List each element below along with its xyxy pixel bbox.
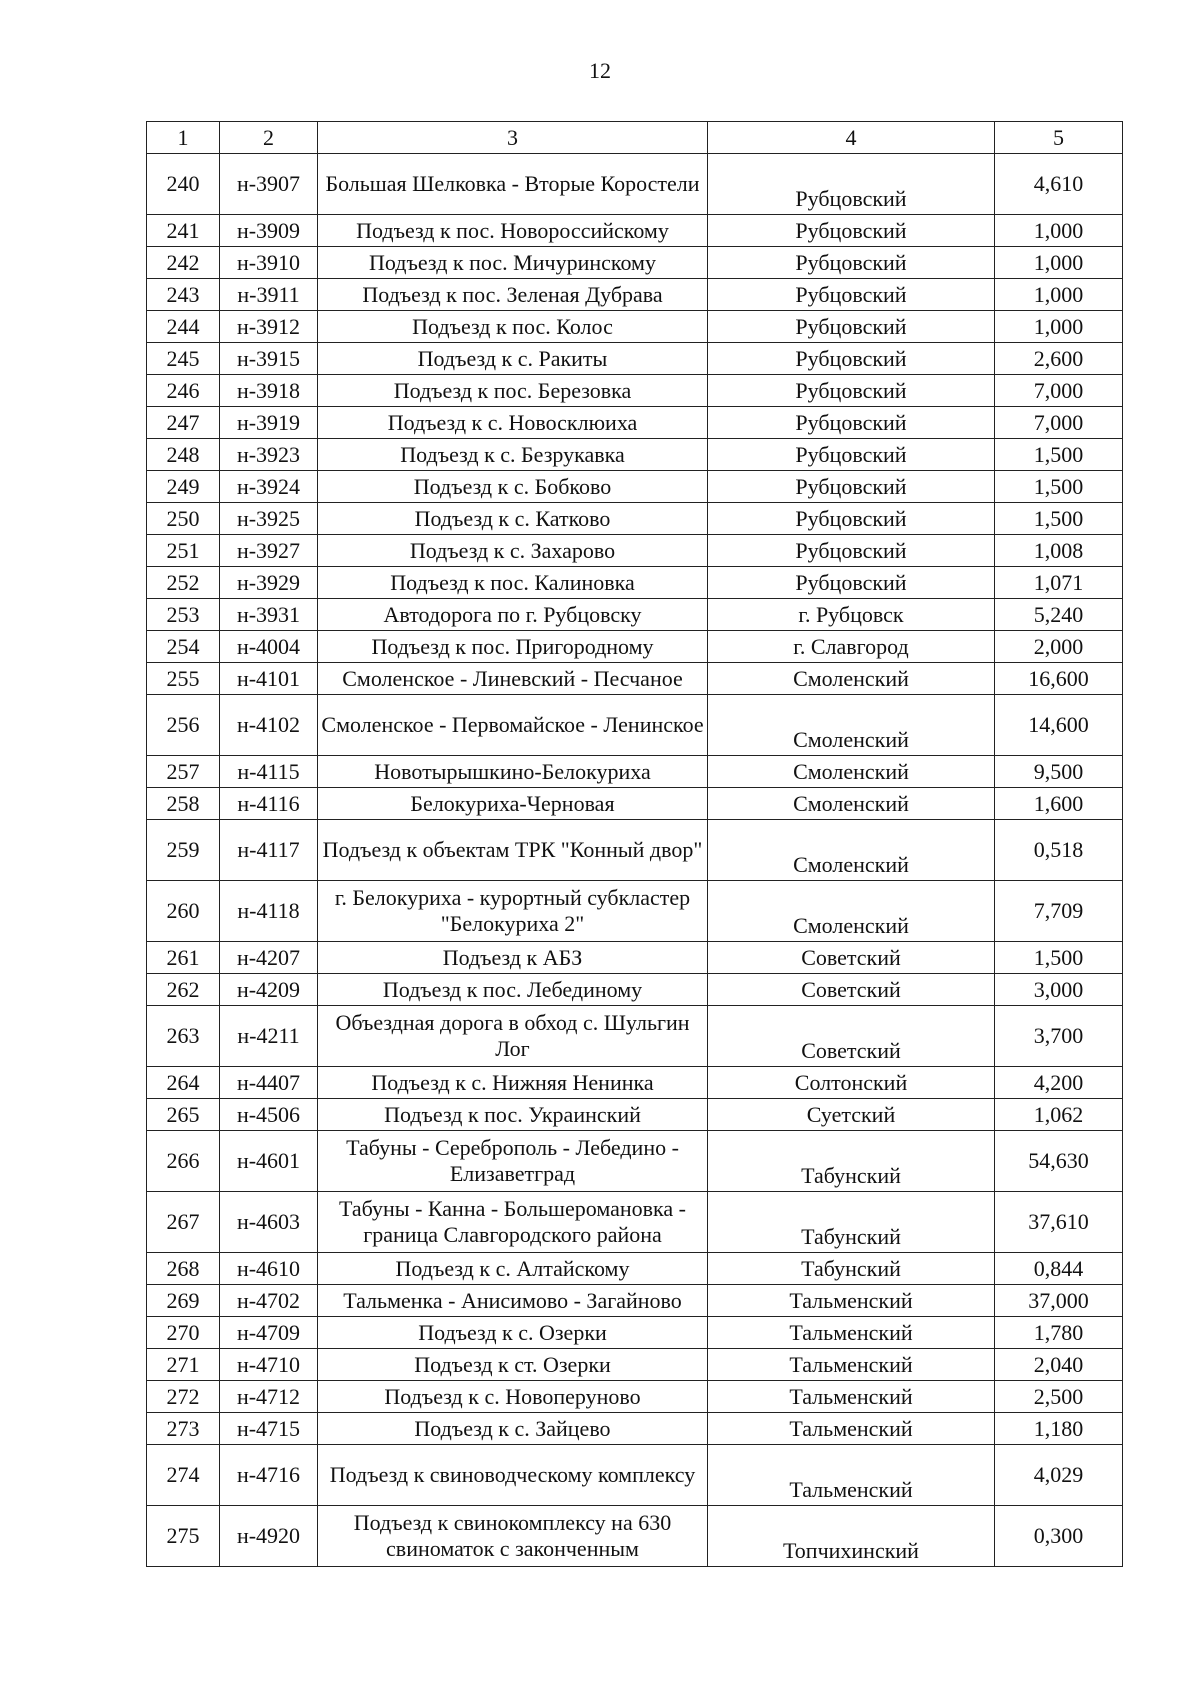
row-number-cell: 244 bbox=[147, 311, 220, 343]
row-number-cell: 266 bbox=[147, 1131, 220, 1192]
row-number-cell: 275 bbox=[147, 1506, 220, 1567]
row-number-cell: 265 bbox=[147, 1099, 220, 1131]
road-name-cell: Подъезд к с. Алтайскому bbox=[318, 1253, 708, 1285]
row-number-cell: 242 bbox=[147, 247, 220, 279]
table-row bbox=[147, 756, 1123, 788]
row-number-cell: 240 bbox=[147, 154, 220, 215]
road-code-cell: н-4603 bbox=[220, 1192, 318, 1253]
row-number-cell: 249 bbox=[147, 471, 220, 503]
length-cell: 3,000 bbox=[995, 974, 1123, 1006]
road-code-cell: н-4211 bbox=[220, 1006, 318, 1067]
road-name-cell: Табуны - Сереброполь - Лебедино - Елизаветград bbox=[318, 1131, 708, 1192]
road-code-cell: н-4207 bbox=[220, 942, 318, 974]
length-cell: 7,000 bbox=[995, 407, 1123, 439]
road-name-cell: Подъезд к с. Новосклюиха bbox=[318, 407, 708, 439]
row-number-cell: 272 bbox=[147, 1381, 220, 1413]
road-code-cell: н-4712 bbox=[220, 1381, 318, 1413]
length-cell: 7,709 bbox=[995, 881, 1123, 942]
road-code-cell: н-4102 bbox=[220, 695, 318, 756]
length-cell: 4,029 bbox=[995, 1445, 1123, 1506]
road-code-cell: н-4715 bbox=[220, 1413, 318, 1445]
table-row bbox=[147, 535, 1123, 567]
road-name-cell: Подъезд к пос. Пригородному bbox=[318, 631, 708, 663]
district-cell: Табунский bbox=[708, 1253, 995, 1285]
district-cell: Советский bbox=[708, 942, 995, 974]
length-cell: 3,700 bbox=[995, 1006, 1123, 1067]
road-code-cell: н-3923 bbox=[220, 439, 318, 471]
row-number-cell: 260 bbox=[147, 881, 220, 942]
road-code-cell: н-4101 bbox=[220, 663, 318, 695]
length-cell: 1,000 bbox=[995, 311, 1123, 343]
district-cell: Рубцовский bbox=[708, 535, 995, 567]
district-cell: Смоленский bbox=[708, 695, 995, 756]
road-code-cell: н-3931 bbox=[220, 599, 318, 631]
road-name-cell: Подъезд к с. Нижняя Ненинка bbox=[318, 1067, 708, 1099]
length-cell: 37,610 bbox=[995, 1192, 1123, 1253]
road-name-cell: Объездная дорога в обход с. Шульгин Лог bbox=[318, 1006, 708, 1067]
district-cell: Тальменский bbox=[708, 1445, 995, 1506]
row-number-cell: 258 bbox=[147, 788, 220, 820]
table-row bbox=[147, 1253, 1123, 1285]
road-name-cell: Подъезд к пос. Новороссийскому bbox=[318, 215, 708, 247]
length-cell: 2,000 bbox=[995, 631, 1123, 663]
table-row bbox=[147, 567, 1123, 599]
road-name-cell: Новотырышкино-Белокуриха bbox=[318, 756, 708, 788]
length-cell: 1,500 bbox=[995, 942, 1123, 974]
table-row bbox=[147, 1413, 1123, 1445]
road-name-cell: Подъезд к пос. Мичуринскому bbox=[318, 247, 708, 279]
road-name-cell: Подъезд к ст. Озерки bbox=[318, 1349, 708, 1381]
header-col-1: 1 bbox=[147, 122, 220, 154]
road-code-cell: н-4407 bbox=[220, 1067, 318, 1099]
road-code-cell: н-4716 bbox=[220, 1445, 318, 1506]
length-cell: 0,844 bbox=[995, 1253, 1123, 1285]
length-cell: 0,518 bbox=[995, 820, 1123, 881]
table-row bbox=[147, 1349, 1123, 1381]
road-code-cell: н-4506 bbox=[220, 1099, 318, 1131]
length-cell: 14,600 bbox=[995, 695, 1123, 756]
row-number-cell: 274 bbox=[147, 1445, 220, 1506]
road-code-cell: н-4702 bbox=[220, 1285, 318, 1317]
road-code-cell: н-3909 bbox=[220, 215, 318, 247]
row-number-cell: 261 bbox=[147, 942, 220, 974]
road-name-cell: Подъезд к свинокомплексу на 630 свиноматок с законченным bbox=[318, 1506, 708, 1567]
row-number-cell: 257 bbox=[147, 756, 220, 788]
row-number-cell: 253 bbox=[147, 599, 220, 631]
length-cell: 1,600 bbox=[995, 788, 1123, 820]
road-code-cell: н-4920 bbox=[220, 1506, 318, 1567]
district-cell: г. Славгород bbox=[708, 631, 995, 663]
row-number-cell: 271 bbox=[147, 1349, 220, 1381]
row-number-cell: 246 bbox=[147, 375, 220, 407]
row-number-cell: 247 bbox=[147, 407, 220, 439]
row-number-cell: 250 bbox=[147, 503, 220, 535]
road-name-cell: Подъезд к пос. Колос bbox=[318, 311, 708, 343]
district-cell: Рубцовский bbox=[708, 471, 995, 503]
district-cell: Рубцовский bbox=[708, 279, 995, 311]
length-cell: 1,780 bbox=[995, 1317, 1123, 1349]
district-cell: г. Рубцовск bbox=[708, 599, 995, 631]
row-number-cell: 254 bbox=[147, 631, 220, 663]
row-number-cell: 270 bbox=[147, 1317, 220, 1349]
district-cell: Тальменский bbox=[708, 1349, 995, 1381]
table-row bbox=[147, 881, 1123, 942]
row-number-cell: 255 bbox=[147, 663, 220, 695]
road-name-cell: Подъезд к с. Захарово bbox=[318, 535, 708, 567]
district-cell: Рубцовский bbox=[708, 215, 995, 247]
table-row bbox=[147, 311, 1123, 343]
district-cell: Рубцовский bbox=[708, 439, 995, 471]
row-number-cell: 267 bbox=[147, 1192, 220, 1253]
district-cell: Смоленский bbox=[708, 663, 995, 695]
district-cell: Рубцовский bbox=[708, 503, 995, 535]
table-row bbox=[147, 343, 1123, 375]
table-row bbox=[147, 663, 1123, 695]
table-row bbox=[147, 942, 1123, 974]
district-cell: Рубцовский bbox=[708, 407, 995, 439]
district-cell: Рубцовский bbox=[708, 311, 995, 343]
road-name-cell: Подъезд к пос. Березовка bbox=[318, 375, 708, 407]
road-code-cell: н-3912 bbox=[220, 311, 318, 343]
road-name-cell: Автодорога по г. Рубцовску bbox=[318, 599, 708, 631]
table-row bbox=[147, 1317, 1123, 1349]
road-name-cell: Тальменка - Анисимово - Загайново bbox=[318, 1285, 708, 1317]
length-cell: 2,500 bbox=[995, 1381, 1123, 1413]
road-code-cell: н-3918 bbox=[220, 375, 318, 407]
row-number-cell: 269 bbox=[147, 1285, 220, 1317]
length-cell: 1,071 bbox=[995, 567, 1123, 599]
table-row bbox=[147, 1506, 1123, 1567]
table-row bbox=[147, 1285, 1123, 1317]
length-cell: 1,500 bbox=[995, 439, 1123, 471]
table-row bbox=[147, 215, 1123, 247]
road-code-cell: н-4004 bbox=[220, 631, 318, 663]
road-code-cell: н-4610 bbox=[220, 1253, 318, 1285]
table-row bbox=[147, 503, 1123, 535]
road-name-cell: Подъезд к пос. Украинский bbox=[318, 1099, 708, 1131]
length-cell: 1,000 bbox=[995, 215, 1123, 247]
length-cell: 4,200 bbox=[995, 1067, 1123, 1099]
road-code-cell: н-4601 bbox=[220, 1131, 318, 1192]
district-cell: Советский bbox=[708, 1006, 995, 1067]
table-row bbox=[147, 439, 1123, 471]
header-col-4: 4 bbox=[708, 122, 995, 154]
table-row bbox=[147, 1131, 1123, 1192]
road-code-cell: н-4710 bbox=[220, 1349, 318, 1381]
road-code-cell: н-3910 bbox=[220, 247, 318, 279]
road-name-cell: Подъезд к с. Зайцево bbox=[318, 1413, 708, 1445]
road-code-cell: н-3925 bbox=[220, 503, 318, 535]
table-body bbox=[147, 154, 1123, 1567]
district-cell: Смоленский bbox=[708, 756, 995, 788]
table-row bbox=[147, 820, 1123, 881]
row-number-cell: 243 bbox=[147, 279, 220, 311]
road-name-cell: Подъезд к с. Безрукавка bbox=[318, 439, 708, 471]
road-code-cell: н-3915 bbox=[220, 343, 318, 375]
table-row bbox=[147, 631, 1123, 663]
district-cell: Смоленский bbox=[708, 881, 995, 942]
length-cell: 2,600 bbox=[995, 343, 1123, 375]
road-name-cell: Подъезд к с. Озерки bbox=[318, 1317, 708, 1349]
table-row bbox=[147, 375, 1123, 407]
length-cell: 0,300 bbox=[995, 1506, 1123, 1567]
header-col-2: 2 bbox=[220, 122, 318, 154]
table-row bbox=[147, 1099, 1123, 1131]
row-number-cell: 251 bbox=[147, 535, 220, 567]
roads-table bbox=[146, 121, 1123, 1567]
district-cell: Смоленский bbox=[708, 788, 995, 820]
road-name-cell: Подъезд к пос. Зеленая Дубрава bbox=[318, 279, 708, 311]
table-row bbox=[147, 407, 1123, 439]
table-row bbox=[147, 1381, 1123, 1413]
district-cell: Солтонский bbox=[708, 1067, 995, 1099]
row-number-cell: 256 bbox=[147, 695, 220, 756]
road-name-cell: Табуны - Канна - Большеромановка - граница Славгородского района bbox=[318, 1192, 708, 1253]
row-number-cell: 268 bbox=[147, 1253, 220, 1285]
road-code-cell: н-3907 bbox=[220, 154, 318, 215]
table-row bbox=[147, 1445, 1123, 1506]
road-code-cell: н-4209 bbox=[220, 974, 318, 1006]
road-code-cell: н-4115 bbox=[220, 756, 318, 788]
road-name-cell: Подъезд к пос. Лебединому bbox=[318, 974, 708, 1006]
district-cell: Рубцовский bbox=[708, 567, 995, 599]
road-name-cell: Смоленское - Линевский - Песчаное bbox=[318, 663, 708, 695]
road-code-cell: н-3919 bbox=[220, 407, 318, 439]
page-number: 12 bbox=[589, 58, 611, 83]
district-cell: Советский bbox=[708, 974, 995, 1006]
length-cell: 1,500 bbox=[995, 471, 1123, 503]
road-name-cell: Белокуриха-Черновая bbox=[318, 788, 708, 820]
district-cell: Тальменский bbox=[708, 1381, 995, 1413]
row-number-cell: 259 bbox=[147, 820, 220, 881]
header-col-3: 3 bbox=[318, 122, 708, 154]
district-cell: Рубцовский bbox=[708, 375, 995, 407]
road-name-cell: Подъезд к с. Бобково bbox=[318, 471, 708, 503]
table-row bbox=[147, 974, 1123, 1006]
road-name-cell: Подъезд к с. Катково bbox=[318, 503, 708, 535]
header-col-5: 5 bbox=[995, 122, 1123, 154]
road-code-cell: н-3929 bbox=[220, 567, 318, 599]
row-number-cell: 248 bbox=[147, 439, 220, 471]
table-row bbox=[147, 154, 1123, 215]
road-name-cell: Подъезд к пос. Калиновка bbox=[318, 567, 708, 599]
road-code-cell: н-3911 bbox=[220, 279, 318, 311]
district-cell: Суетский bbox=[708, 1099, 995, 1131]
road-code-cell: н-4118 bbox=[220, 881, 318, 942]
table-row bbox=[147, 695, 1123, 756]
district-cell: Тальменский bbox=[708, 1413, 995, 1445]
district-cell: Топчихинский bbox=[708, 1506, 995, 1567]
road-code-cell: н-3927 bbox=[220, 535, 318, 567]
header-row bbox=[147, 122, 1123, 154]
row-number-cell: 241 bbox=[147, 215, 220, 247]
length-cell: 7,000 bbox=[995, 375, 1123, 407]
road-name-cell: Подъезд к свиноводческому комплексу bbox=[318, 1445, 708, 1506]
road-name-cell: Подъезд к объектам ТРК "Конный двор" bbox=[318, 820, 708, 881]
district-cell: Табунский bbox=[708, 1192, 995, 1253]
length-cell: 5,240 bbox=[995, 599, 1123, 631]
table-row bbox=[147, 247, 1123, 279]
row-number-cell: 262 bbox=[147, 974, 220, 1006]
table-row bbox=[147, 1067, 1123, 1099]
row-number-cell: 263 bbox=[147, 1006, 220, 1067]
road-code-cell: н-4116 bbox=[220, 788, 318, 820]
district-cell: Рубцовский bbox=[708, 247, 995, 279]
row-number-cell: 264 bbox=[147, 1067, 220, 1099]
length-cell: 9,500 bbox=[995, 756, 1123, 788]
length-cell: 1,000 bbox=[995, 279, 1123, 311]
road-name-cell: Подъезд к с. Ракиты bbox=[318, 343, 708, 375]
length-cell: 37,000 bbox=[995, 1285, 1123, 1317]
table-row bbox=[147, 471, 1123, 503]
table-row bbox=[147, 1006, 1123, 1067]
road-code-cell: н-4117 bbox=[220, 820, 318, 881]
length-cell: 1,008 bbox=[995, 535, 1123, 567]
length-cell: 2,040 bbox=[995, 1349, 1123, 1381]
road-code-cell: н-3924 bbox=[220, 471, 318, 503]
district-cell: Тальменский bbox=[708, 1317, 995, 1349]
row-number-cell: 252 bbox=[147, 567, 220, 599]
table-row bbox=[147, 279, 1123, 311]
length-cell: 16,600 bbox=[995, 663, 1123, 695]
road-name-cell: Смоленское - Первомайское - Ленинское bbox=[318, 695, 708, 756]
district-cell: Смоленский bbox=[708, 820, 995, 881]
row-number-cell: 245 bbox=[147, 343, 220, 375]
row-number-cell: 273 bbox=[147, 1413, 220, 1445]
district-cell: Рубцовский bbox=[708, 154, 995, 215]
district-cell: Тальменский bbox=[708, 1285, 995, 1317]
road-code-cell: н-4709 bbox=[220, 1317, 318, 1349]
table-row bbox=[147, 1192, 1123, 1253]
road-name-cell: г. Белокуриха - курортный субкластер "Белокуриха 2" bbox=[318, 881, 708, 942]
district-cell: Табунский bbox=[708, 1131, 995, 1192]
length-cell: 1,000 bbox=[995, 247, 1123, 279]
table-row bbox=[147, 788, 1123, 820]
district-cell: Рубцовский bbox=[708, 343, 995, 375]
length-cell: 1,180 bbox=[995, 1413, 1123, 1445]
length-cell: 54,630 bbox=[995, 1131, 1123, 1192]
table-row bbox=[147, 599, 1123, 631]
length-cell: 1,062 bbox=[995, 1099, 1123, 1131]
road-name-cell: Большая Шелковка - Вторые Коростели bbox=[318, 154, 708, 215]
length-cell: 1,500 bbox=[995, 503, 1123, 535]
road-name-cell: Подъезд к АБЗ bbox=[318, 942, 708, 974]
road-name-cell: Подъезд к с. Новоперуново bbox=[318, 1381, 708, 1413]
length-cell: 4,610 bbox=[995, 154, 1123, 215]
